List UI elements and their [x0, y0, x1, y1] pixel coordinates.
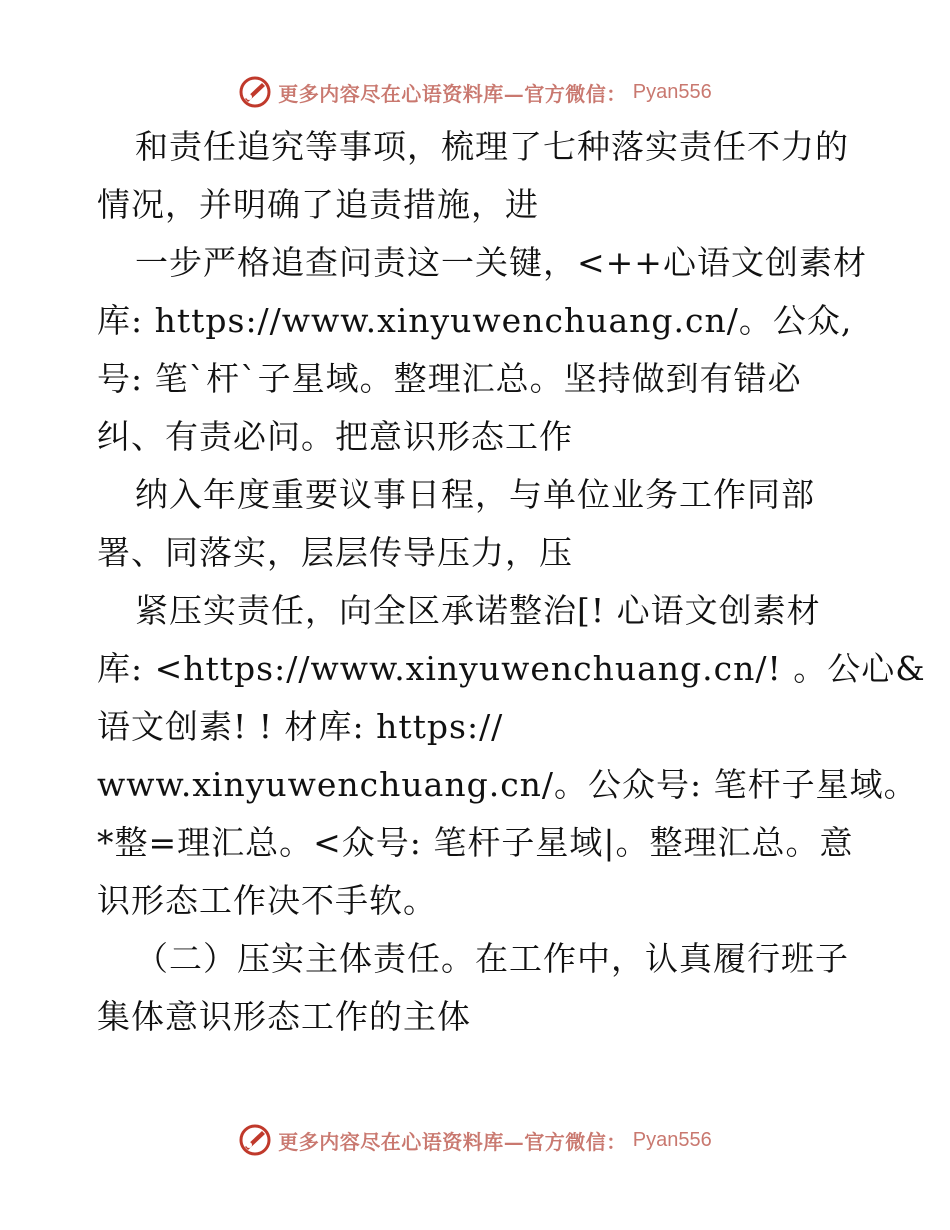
text-line: *整=理汇总。<众号: 笔杆子星域|。整理汇总。意 [97, 823, 854, 862]
text-line: 库: <https://www.xinyuwenchuang.cn/! 。公心& [97, 649, 926, 688]
text-line: 情况，并明确了追责措施，进 [97, 185, 539, 224]
banner-text: 更多内容尽在心语资料库—官方微信： [278, 81, 627, 106]
footer-banner [0, 1118, 950, 1162]
text-line: 纠、有责必问。把意识形态工作 [97, 417, 573, 456]
text-line: 和责任追究等事项，梳理了七种落实责任不力的 [135, 127, 849, 166]
text-line: 识形态工作决不手软。 [97, 881, 437, 920]
text-line: 纳入年度重要议事日程，与单位业务工作同部 [135, 475, 815, 514]
text-line: 紧压实责任，向全区承诺整治[! 心语文创素材 [135, 591, 821, 630]
document-body [97, 118, 926, 1046]
banner-text: 更多内容尽在心语资料库—官方微信： [278, 1129, 627, 1154]
text-line: 一步严格追查问责这一关键，<++心语文创素材 [135, 243, 867, 282]
banner-handle: Pyan556 [632, 1128, 712, 1151]
text-line: 语文创素! ! 材库: https:// [97, 707, 504, 746]
text-line: 署、同落实，层层传导压力，压 [97, 533, 573, 572]
banner-handle: Pyan556 [632, 80, 712, 103]
brand-logo-icon [238, 1123, 272, 1157]
text-line: 集体意识形态工作的主体 [97, 997, 471, 1036]
text-line: www.xinyuwenchuang.cn/。公众号: 笔杆子星域。 [97, 765, 918, 804]
text-line: （二）压实主体责任。在工作中，认真履行班子 [135, 939, 849, 978]
brand-logo-icon [238, 75, 272, 109]
header-banner [0, 70, 950, 114]
text-line: 号: 笔`杆`子星域。整理汇总。坚持做到有错必 [97, 359, 802, 398]
text-line: 库: https://www.xinyuwenchuang.cn/。公众, [97, 301, 853, 340]
